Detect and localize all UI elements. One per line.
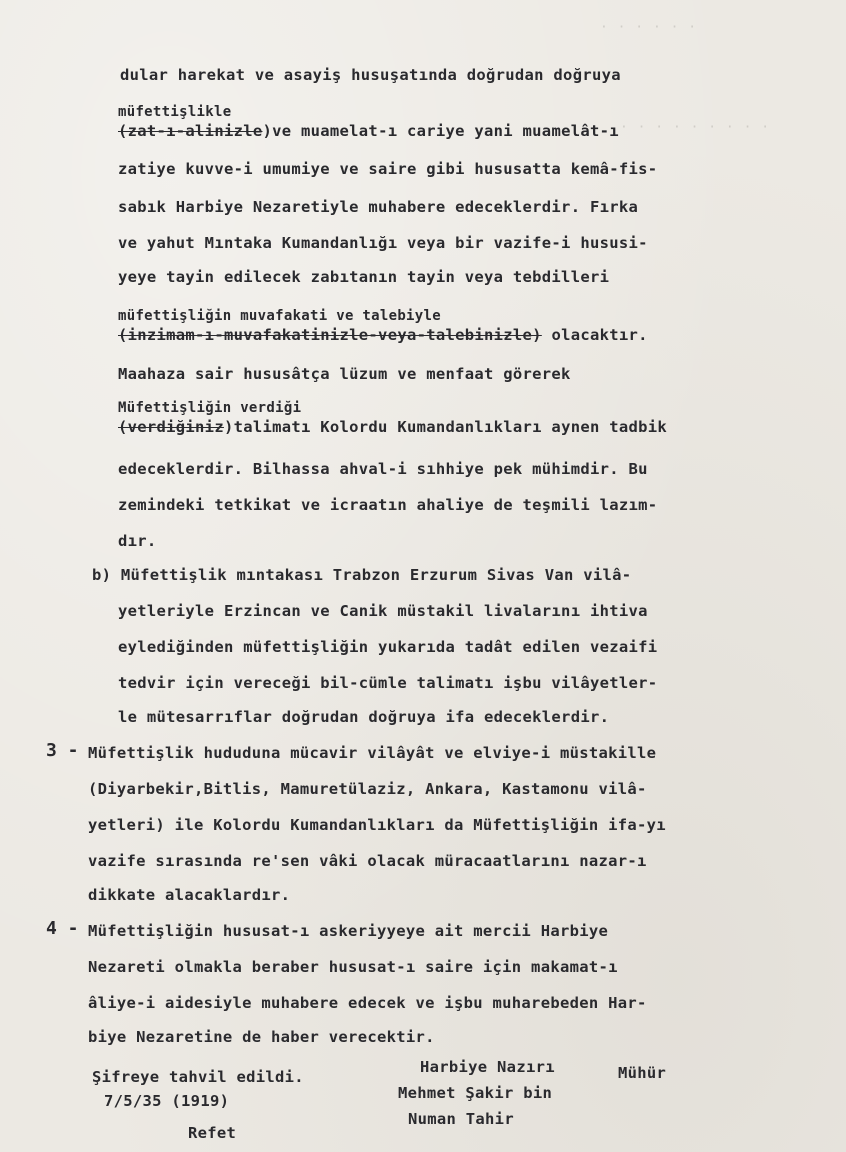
struck-text: (inzimam-ı-muvafakatinizle-veya-talebinizle) bbox=[118, 326, 542, 344]
text-line: edeceklerdir. Bilhassa ahval-i sıhhiye pek mühimdir. Bu bbox=[118, 460, 648, 478]
text-line: ve yahut Mıntaka Kumandanlığı veya bir vazife-i hususi- bbox=[118, 234, 648, 252]
text-line: dır. bbox=[118, 532, 157, 550]
text-span: )ve muamelat-ı cariye yani muamelât-ı bbox=[262, 122, 619, 140]
text-line-insert: müfettişliğin muvafakati ve talebiyle bbox=[118, 308, 441, 324]
text-line: (Diyarbekir,Bitlis, Mamuretülaziz, Ankara, Kastamonu vilâ- bbox=[88, 780, 647, 798]
text-line: dular harekat ve asayiş husuşatında doğrudan doğruya bbox=[120, 66, 621, 84]
text-line bbox=[118, 418, 667, 436]
text-line: Maahaza sair hususâtça lüzum ve menfaat görerek bbox=[118, 365, 571, 383]
text-line: zatiye kuvve-i umumiye ve saire gibi hususatta kemâ-fis- bbox=[118, 160, 658, 178]
text-line: tedvir için vereceği bil-cümle talimatı işbu vilâyetler- bbox=[118, 674, 658, 692]
minister-name-line1: Mehmet Şakir bin bbox=[398, 1084, 553, 1102]
text-line bbox=[118, 122, 619, 140]
text-line: le mütesarrıflar doğrudan doğruya ifa edeceklerdir. bbox=[118, 708, 610, 726]
text-line: âliye-i aidesiyle muhabere edecek ve işbu muharebeden Har- bbox=[88, 994, 647, 1012]
text-line: yetleriyle Erzincan ve Canik müstakil livalarını ihtiva bbox=[118, 602, 648, 620]
minister-title: Harbiye Nazırı bbox=[420, 1058, 555, 1076]
bleed-through-text: · · · · · · · · · bbox=[620, 120, 771, 135]
sender-name: Refet bbox=[188, 1124, 237, 1142]
text-line-insert: müfettişlikle bbox=[118, 104, 232, 120]
text-line: biye Nezaretine de haber verecektir. bbox=[88, 1028, 435, 1046]
cipher-note: Şifreye tahvil edildi. bbox=[92, 1068, 304, 1086]
text-line: Müfettişlik hududuna mücavir vilâyât ve elviye-i müstakille bbox=[88, 744, 657, 762]
item-number-3: 3 - bbox=[46, 740, 79, 761]
text-line: yeye tayin edilecek zabıtanın tayin veya tebdilleri bbox=[118, 268, 610, 286]
text-line: zemindeki tetkikat ve icraatın ahaliye de teşmili lazım- bbox=[118, 496, 658, 514]
text-line bbox=[118, 326, 648, 344]
item-number-4: 4 - bbox=[46, 918, 79, 939]
text-line: b) Müfettişlik mıntakası Trabzon Erzurum Sivas Van vilâ- bbox=[92, 566, 632, 584]
text-line: eylediğinden müfettişliğin yukarıda tadât edilen vezaifi bbox=[118, 638, 658, 656]
date: 7/5/35 (1919) bbox=[104, 1092, 230, 1110]
struck-text: (zat-ı-alinizle bbox=[118, 122, 263, 140]
text-span: olacaktır. bbox=[541, 326, 648, 344]
text-line: vazife sırasında re'sen vâki olacak müracaatlarını nazar-ı bbox=[88, 852, 647, 870]
text-span: )talimatı Kolordu Kumandanlıkları aynen tadbik bbox=[223, 418, 668, 436]
text-line: Nezareti olmakla beraber hususat-ı saire için makamat-ı bbox=[88, 958, 618, 976]
text-line-insert: Müfettişliğin verdiği bbox=[118, 400, 302, 416]
minister-name-line2: Numan Tahir bbox=[408, 1110, 514, 1128]
seal-label: Mühür bbox=[618, 1064, 667, 1082]
text-line: dikkate alacaklardır. bbox=[88, 886, 291, 904]
bleed-through-text: · · · · · · bbox=[600, 20, 698, 35]
text-line: Müfettişliğin hususat-ı askeriyyeye ait mercii Harbiye bbox=[88, 922, 609, 940]
text-line: yetleri) ile Kolordu Kumandanlıkları da Müfettişliğin ifa-yı bbox=[88, 816, 666, 834]
text-line: sabık Harbiye Nezaretiyle muhabere edeceklerdir. Fırka bbox=[118, 198, 639, 216]
struck-text: (verdiğiniz bbox=[118, 418, 224, 436]
